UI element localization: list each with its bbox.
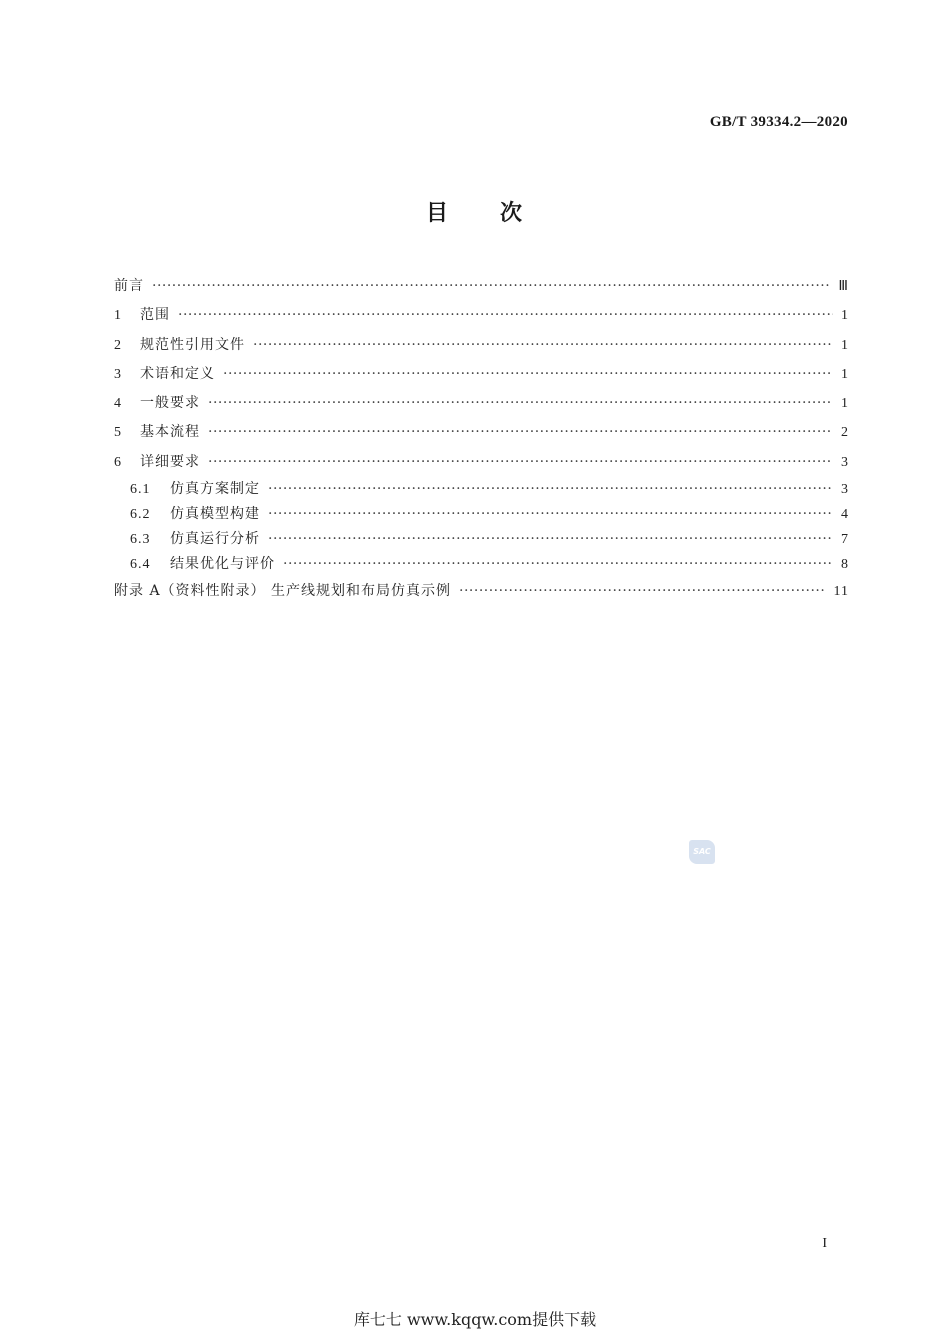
toc-page: 1 — [841, 396, 849, 412]
toc-leader — [208, 389, 833, 418]
toc-page: 3 — [841, 454, 849, 470]
toc-label: 前言 — [114, 278, 144, 294]
toc-number: 6.4 — [130, 557, 151, 573]
toc-entry-scope[interactable] — [114, 301, 849, 330]
toc-label: 结果优化与评价 — [170, 556, 275, 573]
toc-leader — [208, 448, 833, 477]
toc-number: 6.3 — [130, 532, 151, 548]
toc-label: 规范性引用文件 — [140, 336, 245, 353]
toc-subentry-6-1[interactable] — [114, 477, 849, 502]
table-of-contents — [114, 272, 849, 606]
toc-number: 6 — [114, 454, 122, 470]
toc-page: 1 — [841, 337, 849, 353]
toc-number: 6.1 — [130, 482, 151, 498]
title-left: 目 — [425, 201, 450, 226]
toc-number: 5 — [114, 425, 122, 441]
toc-page: 4 — [841, 507, 849, 523]
toc-page: 1 — [841, 366, 849, 382]
page-number: I — [822, 1236, 827, 1251]
toc-leader — [268, 502, 833, 527]
toc-label: 附录 A（资料性附录） 生产线规划和布局仿真示例 — [114, 583, 452, 600]
title-right: 次 — [500, 201, 525, 226]
toc-label: 仿真模型构建 — [170, 506, 260, 523]
toc-leader — [178, 301, 833, 330]
toc-leader — [283, 552, 833, 577]
toc-page: 3 — [841, 482, 849, 498]
toc-label: 术语和定义 — [140, 365, 215, 382]
toc-subentry-6-3[interactable] — [114, 527, 849, 552]
toc-entry-basic-process[interactable] — [114, 418, 849, 447]
toc-subentry-6-4[interactable] — [114, 552, 849, 577]
sac-watermark-logo: SAC — [689, 840, 715, 864]
toc-label: 范围 — [140, 307, 170, 324]
toc-page: Ⅲ — [838, 279, 849, 294]
toc-leader — [223, 360, 833, 389]
page-title — [0, 196, 950, 227]
toc-leader — [208, 418, 833, 447]
toc-number: 4 — [114, 396, 122, 412]
toc-subentry-6-2[interactable] — [114, 502, 849, 527]
toc-number: 6.2 — [130, 507, 151, 523]
toc-label: 仿真方案制定 — [170, 481, 260, 498]
download-footer: 库七七 www.kqqw.com提供下载 — [353, 1310, 597, 1329]
toc-page: 11 — [833, 584, 849, 600]
toc-entry-terms[interactable] — [114, 360, 849, 389]
toc-entry-foreword[interactable] — [114, 272, 849, 301]
toc-leader — [268, 527, 833, 552]
toc-number: 3 — [114, 366, 122, 382]
toc-entry-detailed-requirements[interactable] — [114, 448, 849, 477]
toc-leader — [459, 577, 826, 606]
toc-leader — [253, 331, 833, 360]
toc-label: 详细要求 — [140, 453, 200, 470]
toc-leader — [152, 272, 830, 301]
toc-label: 一般要求 — [140, 395, 200, 412]
toc-page: 8 — [841, 557, 849, 573]
toc-label: 仿真运行分析 — [170, 531, 260, 548]
toc-label: 基本流程 — [140, 424, 200, 441]
toc-page: 7 — [841, 532, 849, 548]
toc-entry-general-requirements[interactable] — [114, 389, 849, 418]
standard-code: GB/T 39334.2—2020 — [709, 114, 848, 130]
toc-number: 1 — [114, 308, 122, 324]
toc-page: 2 — [841, 425, 849, 441]
toc-leader — [268, 477, 833, 502]
toc-entry-normative-references[interactable] — [114, 331, 849, 360]
toc-page: 1 — [841, 308, 849, 324]
toc-number: 2 — [114, 337, 122, 353]
toc-entry-appendix-a[interactable] — [114, 577, 849, 606]
